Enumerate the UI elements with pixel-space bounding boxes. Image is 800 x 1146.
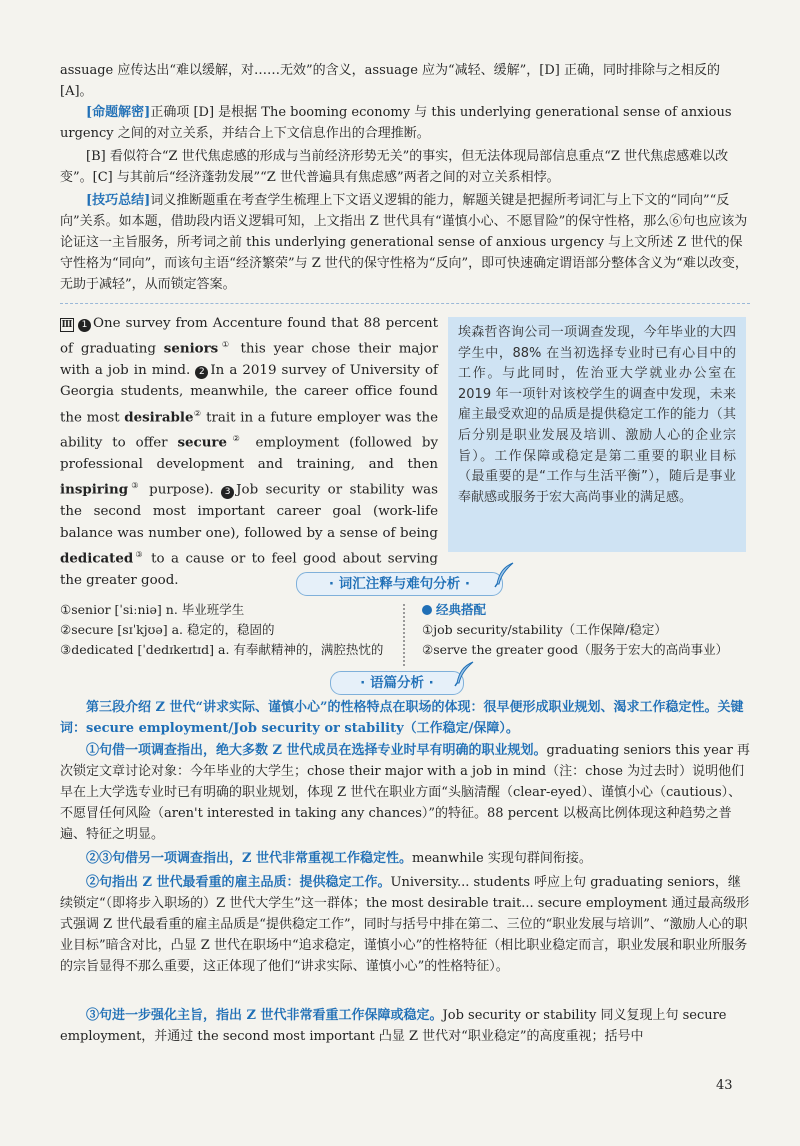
translation-box: 埃森哲咨询公司一项调查发现，今年毕业的大四学生中，88% 在当初选择专业时已有心目中的工作。与此同时，佐治亚大学就业办公室在 2019 年一项针对该校学生的调查中发现，未来雇主最受欢迎的品质是提供稳定工作的能力（其后分别是职业发展及培训、激励人心的企业宗旨）。工作保障或稳定是第二重要的职业目标（最重要的是“工作与生活平衡”），随后是事业奉献感或服务于宏大高尚事业的满足感。 [448, 317, 746, 552]
analysis-s2: ②句指出 Z 世代最看重的雇主品质：提供稳定工作。University... students 呼应上句 graduating seniors，继续锁定“（即将步入职场的）Z 世代大学生”这一群体；the most desirable trait... secure employment 通过最高级形式强调 Z 世代最看重的雇主品质是“提供稳定工作”，同时与括号中排在第二、三位的“职业发展与培训”、“激励人心的职业目标”暗含对比，凸显 Z 世代在职场中“追求稳定，谨慎小心”的性格特征（相比职业稳定而言，职业发展和职业所服务的宗旨显得不那么重要，这正体现了他们“讲求实际、谨慎小心”的性格特征）。 [60, 875, 750, 974]
divider [60, 303, 750, 304]
analysis-s23: ②③句借另一项调查指出，Z 世代非常重视工作稳定性。meanwhile 实现句群间衔接。 [86, 851, 592, 866]
jiqiao-tag: [技巧总结] [86, 193, 151, 208]
analysis-banner: · 语篇分析 · [330, 671, 464, 695]
collocation-item: ②serve the greater good（服务于宏大的高尚事业） [422, 642, 729, 657]
sentence-num-2: 2 [195, 366, 208, 379]
bullet-icon [422, 605, 432, 615]
word-secure: secure [177, 434, 228, 451]
mingti-tag: [命题解密] [86, 105, 151, 120]
sentence-num-1: 1 [78, 319, 91, 332]
jiqiao-paragraph: [技巧总结]词义推断题重在考查学生梳理上下文语义逻辑的能力，解题关键是把握所考词汇与上下文的“同向”“反向”关系。如本题，借助段内语义逻辑可知，上文指出 Z 世代具有“谨慎小心、不愿冒险”的保守性格，那么⑥句也应该为论证这一主旨服务，所考词之前 this underlying generational sense of anxious urgency 与上文所述 Z 世代的保守性格为“同向”，而该句主语“经济繁荣”与 Z 世代的保守性格为“反向”，即可快速确定谓语部分整体含义为“难以改变，无助于减轻”，从而锁定答案。 [60, 193, 748, 292]
top-line-1: assuage 应传达出“难以缓解，对……无效”的含义，assuage 应为“减轻、缓解”，[D] 正确，同时排除与之相反的 [A]。 [60, 63, 721, 99]
collocation-list [422, 600, 752, 660]
word-dedicated: dedicated [60, 550, 134, 567]
vocab-item: ①senior [ˈsiːniə] n. 毕业班学生 [60, 602, 245, 617]
word-seniors: seniors [163, 340, 219, 357]
mingti-paragraph: [命题解密]正确项 [D] 是根据 The booming economy 与 this underlying generational sense of anxious urgency 之间的对立关系，并结合上下文信息作出的合理推断。 [60, 105, 732, 141]
word-desirable: desirable [124, 409, 194, 426]
page-number: 43 [716, 1078, 733, 1093]
analysis-intro: 第三段介绍 Z 世代“讲求实际、谨慎小心”的性格特点在职场的体现：很早便形成职业规划、渴求工作稳定性。关键词：secure employment/Job security or stability（工作稳定/保障）。 [60, 700, 744, 736]
feather-pen-icon [493, 562, 515, 588]
vocab-item: ②secure [sɪˈkjʊə] a. 稳定的，稳固的 [60, 622, 275, 637]
word-inspiring: inspiring [60, 481, 129, 498]
vocab-separator [403, 604, 411, 666]
collocation-item: ①job security/stability（工作保障/稳定） [422, 622, 667, 637]
vocab-list [60, 600, 400, 660]
feather-pen-icon [453, 661, 475, 687]
english-passage: Ⅲ 1 One survey from Accenture found that 88 percent of graduating seniors① this year chose their major with a job in mind. 2 In a 2019 survey of University of Georgia students, meanwhile, the career office found the most desirable② trait in a future employer was the ability to offer secure② employment (followed by professional development and training, and then inspiring③ purpose). 3 Job security or stability was the second most important career goal (work-life balance was number one), followed by a sense of being dedicated③ to a cause or to feel good about serving the greater good. [60, 316, 439, 588]
paragraph-marker: Ⅲ [61, 320, 73, 330]
sentence-num-3: 3 [221, 486, 234, 499]
analysis-s3: ③句进一步强化主旨，指出 Z 世代非常看重工作保障或稳定。Job security or stability 同义复现上句 secure employment，并通过 the second most important 凸显 Z 世代对“职业稳定”的高度重视；括号中 [60, 1008, 727, 1044]
vocab-banner: · 词汇注释与难句分析 · [296, 572, 503, 596]
vocab-item: ③dedicated [ˈdedɪkeɪtɪd] a. 有奉献精神的，满腔热忱的 [60, 642, 384, 657]
analysis-s1: ①句借一项调查指出，绝大多数 Z 世代成员在选择专业时早有明确的职业规划。graduating seniors this year 再次锁定文章讨论对象：今年毕业的大学生；chose their major with a job in mind（注：chose 为过去时）说明他们早在上大学选专业时已有明确的职业规划，体现 Z 世代在职业方面“头脑清醒（clear-eyed）、谨慎小心（cautious）、不愿冒任何风险（aren't interested in taking any chances）”的特征。88 percent 以极高比例体现这种趋势之普遍、特征之明显。 [60, 743, 750, 842]
collocation-title: 经典搭配 [436, 602, 487, 617]
options-bc-paragraph: [B] 看似符合“Z 世代焦虑感的形成与当前经济形势无关”的事实，但无法体现局部信息重点“Z 世代焦虑感难以改变”。[C] 与其前后“经济蓬勃发展”“Z 世代普遍具有焦虑感”两者之间的对立关系相悖。 [60, 149, 729, 185]
